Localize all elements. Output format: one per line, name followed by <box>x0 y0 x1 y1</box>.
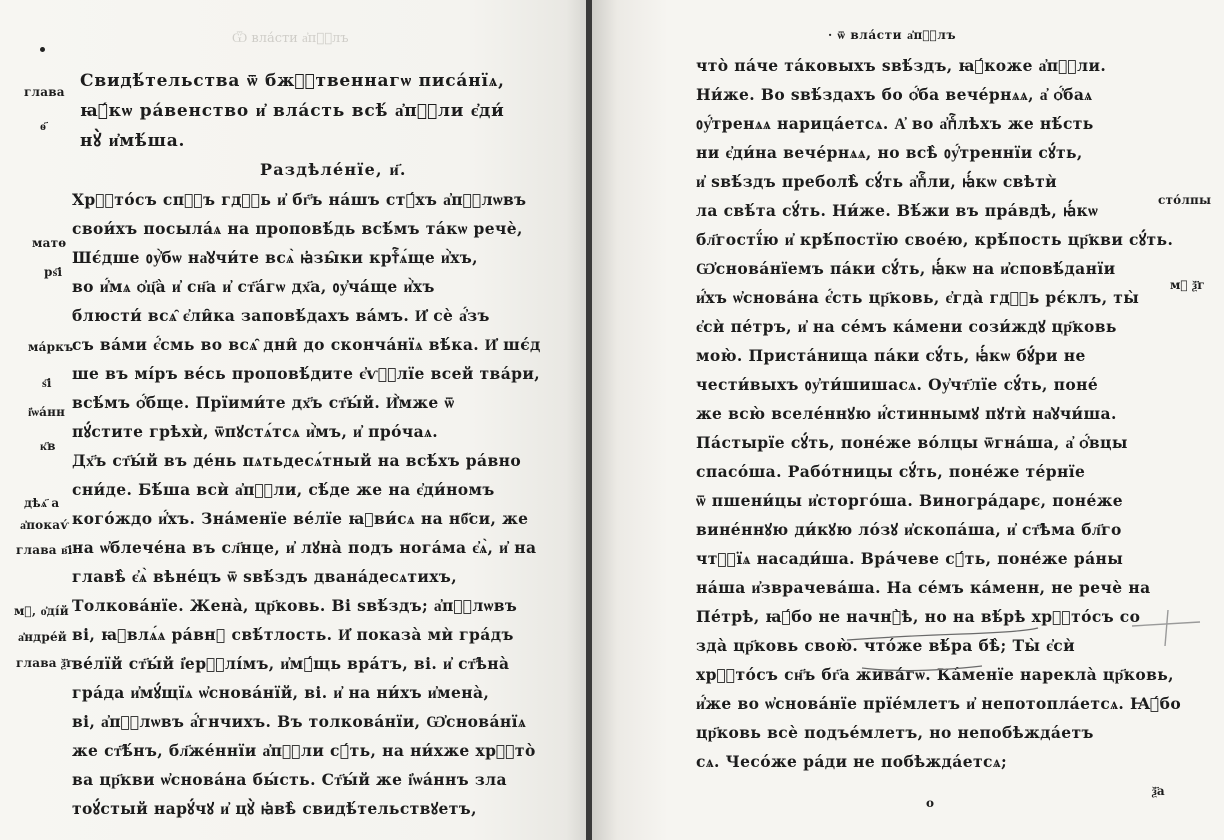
text-line: сѧ. Чесо́же ра́ди не побѣжда́етсѧ; <box>696 752 1008 771</box>
text-line: всѣ́мъ ѻ҆́бще. Прїими́те дх҃ъ ст҃ы́й. И҆̀мже ѿ <box>72 393 455 412</box>
text-line: цр҃ковь всѐ подъе́млетъ, но непобѣжда́етъ <box>696 723 1094 742</box>
text-line: ни є҆ди́на вече́рнѧѧ, но всѣ̀ ᲂу҆́треннїи сꙋ́ть, <box>696 143 1083 162</box>
text-line: Ни́же. Во ѕвѣ́здахъ бо ѻ҆́ба вече́рнѧѧ, а҆ ѻ҆́баѧ <box>696 85 1093 104</box>
text-line: ше въ мі́ръ ве́сь проповѣ́дите є҆ѵⷢ҇лїе всей тва́ри, <box>72 364 541 383</box>
pencil-plus-mark <box>1132 608 1202 648</box>
text-line: Свидѣ́тельства ѿ бжⷭ҇твеннагѡ писа́нїѧ, <box>80 71 505 91</box>
margin-note: глава ѯ҃г <box>16 656 74 670</box>
text-line: вине́ннꙋю ди́кꙋю ло́зꙋ и҆скопа́ша, и҆ ст҃ѣма бл҃го <box>696 520 1122 539</box>
margin-note: рѕ҃і <box>44 265 63 279</box>
text-line: мою̀. Приста́нища па́ки сꙋ́ть, ꙗ҆́кѡ бꙋ́ри не <box>696 346 1086 365</box>
margin-note: матѳ <box>32 236 67 250</box>
text-line: ві, ꙗ҆влѧ́ѧ ра́внꙋ свѣ́тлость. И҆ показа̀ мѝ гра́дъ <box>72 625 514 644</box>
margin-note: ѕ҃і <box>42 376 52 390</box>
margin-note: і҆ѡа́нн <box>28 405 66 419</box>
margin-note: а҆покаѵ́ <box>20 518 70 532</box>
text-line: Дх҃ъ ст҃ы́й въ де́нь пѧтьдесѧ́тный на всѣ́хъ ра́вно <box>72 451 522 470</box>
section-heading: Раздѣле́нїе, и҃. <box>260 160 407 179</box>
text-line: зда̀ цр҃ковь свою̀. что́же вѣ́ра бѣ̀; Ты̀ є҆сѝ <box>696 636 1075 655</box>
margin-note: глава в҃і <box>16 543 73 557</box>
margin-note: а҆ндре́й <box>18 630 67 644</box>
text-line: и҆́хъ ѡ҆снова́на є҆́сть цр҃ковь, є҆гда̀ гдⷭ҇ь рє́клъ, ты̀ <box>696 288 1140 307</box>
text-line: ва цр҃кви ѡ҆снова́на бы́сть. Ст҃ы́й же і҆ѡа́ннъ зла <box>72 770 507 789</box>
text-line: нꙋ̀ и҆мѣ́ша. <box>80 131 186 151</box>
text-line: ве́лїй ст҃ы́й і҆ерⷭ҇лі́мъ, и҆мꙋ́щь вра́тъ, ві. и҆ ст҃ѣна̀ <box>72 654 510 673</box>
ghost-bleed-text: Ѿ вла́сти а҆пⷭ҇лъ <box>232 31 349 46</box>
text-line: ᲂу҆́тренѧѧ нарица́етсѧ. А҆ во а҆пⷭ҇лѣхъ же нѣ́сть <box>696 114 1094 133</box>
text-line: Толкова́нїе. Жена̀, цр҃ковь. Ві ѕвѣ́здъ; а҆пⷭ҇лѡвъ <box>72 596 518 615</box>
margin-note: ѳ҃ <box>40 119 47 133</box>
text-line: пꙋ́стите грѣхѝ, ѿпꙋстѧ́тсѧ и҆̀мъ, и҆ про́чаѧ. <box>72 422 439 441</box>
text-line: чтⷭ҇їѧ насади́ша. Вра́чеве сꙋ́ть, поне́же ра́ны <box>696 549 1124 568</box>
text-line: же всю̀ вселе́ннꙋю и҆́стиннымꙋ пꙋтѝ на҆ꙋчи́ша. <box>696 404 1117 423</box>
text-line: ла свѣ́та сꙋ́ть. Ни́же. Вѣ́жи въ пра́вдѣ, ꙗ҆́кѡ <box>696 201 1099 220</box>
text-line: же ст҃ѣ́нъ, бл҃же́ннїи а҆пⷭ҇ли сꙋ́ть, на ни́хже хрⷭ҇то̀ <box>72 741 536 760</box>
text-line: блюсти́ всѧ̑ є҆ли̑ка заповѣ́дахъ ва́мъ. И҆ сѐ а҆́зъ <box>72 306 490 325</box>
text-line: во и҆́мѧ ѻ҆ц҃а̀ и҆ сн҃а и҆ ст҃а́гѡ дх҃а, ᲂу҆ча́ще и҆̀хъ <box>72 277 435 296</box>
margin-note: дѣѧ҃ а <box>24 496 60 510</box>
text-line: Шє́дше ᲂу҆̀бѡ на҆ꙋчи́те всѧ̀ ꙗ҆зы̑ки кртⷭ҇ѧ́ще и҆̀хъ, <box>72 248 478 267</box>
text-line: на ѡ҆блече́на въ сл҃нце, и҆ лꙋна̀ подъ нога́ма є҆ѧ̀, и҆ на <box>72 538 537 557</box>
text-line: Па́стырїе сꙋ́ть, поне́же во́лцы ѿгна́ша, а҆ ѻ҆́вцы <box>696 433 1128 452</box>
text-line: тоꙋ́стый нарꙋ́чꙋ и҆ цꙋ̀ ꙗ҆вѣ̀ свидѣ́тельствꙋетъ, <box>72 799 477 818</box>
pencil-underline <box>842 610 1042 680</box>
margin-note: ма́ркъ <box>28 340 74 354</box>
text-line: Ѡ҆снова́нїемъ па́ки сꙋ́ть, ꙗ҆́кѡ на и҆сповѣ́данїи <box>696 259 1116 278</box>
page-number: ѯ҃а <box>1152 784 1165 798</box>
text-line: гра́да и҆мꙋ́щїѧ ѡ҆снова́нїй, ві. и҆ на ни́хъ и҆мена̀, <box>72 683 490 702</box>
text-line: главѣ̀ є҆ѧ̀ вѣне́цъ ѿ ѕвѣ́здъ двана́десѧтихъ, <box>72 567 458 586</box>
text-line: ві, а҆пⷭ҇лѡвъ а҆́гнчихъ. Въ толкова́нїи, Ѡ҆снова́нїѧ <box>72 712 527 731</box>
text-line: чести́выхъ ᲂу҆ти́шишасѧ. Оу҆чт҃лїе сꙋ́ть, поне́ <box>696 375 1099 394</box>
left-page <box>0 0 590 840</box>
text-line: что̀ па́че та́ковыхъ ѕвѣ́здъ, ꙗ҆́коже а҆пⷭ҇ли. <box>696 56 1107 75</box>
text-line: и҆́же во ѡ҆снова́нїе прїе́млетъ и҆ непотопла́етсѧ. Ꙗ҆́бо <box>696 694 1182 713</box>
text-line: ꙗ҆́кѡ ра́венство и҆ вла́сть всѣ́ а҆пⷭ҇ли є҆ди́ <box>80 101 505 121</box>
text-line: спасо́ша. Рабо́тницы сꙋ́ть, поне́же те́рнїе <box>696 462 1086 481</box>
text-line: Пе́трѣ, ꙗ҆́бо не начнꙋ̀ѣ, но на вѣ́рѣ хрⷭ҇то́съ со <box>696 607 1141 626</box>
text-line: кого́ждо и҆́хъ. Зна́менїе ве́лїе ꙗ҆ви́сѧ на нб҃си, же <box>72 509 529 528</box>
text-line: и҆ ѕвѣ́здъ преболѣ̀ сꙋ́ть а҆пⷭ҇ли, ꙗ҆́кѡ свѣтѝ <box>696 172 1058 191</box>
margin-note: к҃в <box>40 439 56 453</box>
running-head: · ѿ вла́сти а҆пⷭ҇лъ <box>828 28 957 42</box>
ink-dot <box>40 47 45 52</box>
text-line: бл҃гостї́ю и҆ крѣ́постїю свое́ю, крѣ́пость цр҃кви сꙋ́ть. <box>696 230 1174 249</box>
margin-note: мⷴ ѯ҃г <box>1170 278 1205 292</box>
text-line: свои́хъ посыла́ѧ на проповѣ́дь всѣ́мъ та́кѡ речѐ, <box>72 219 523 238</box>
margin-note: сто́лпы <box>1158 193 1212 207</box>
text-line: сни́де. Бѣ́ша всѝ а҆пⷭ҇ли, сѣ́де же на є҆ди́номъ <box>72 480 495 499</box>
text-line: Хрⷭ҇то́съ спⷭ҇ъ гдⷭ҇ь и҆ бг҃ъ на́шъ стꙋ́хъ а҆пⷭ҇лѡвъ <box>72 190 527 209</box>
text-line: на́ша и҆зврачева́ша. На се́мъ ка́менн, не речѐ на <box>696 578 1151 597</box>
text-line: ѿ пшени́цы и҆сторго́ша. Виногра́дарє, поне́же <box>696 491 1124 510</box>
text-line: съ ва́ми є҆́смь во всѧ̑ дни̑ до сконча́нїѧ вѣ́ка. И҆ шє́д <box>72 335 541 354</box>
text-line: хрⷭ҇то́съ сн҃ъ бг҃а жива́гѡ. Ка́менїе нарекла̀ цр҃ковь, <box>696 665 1174 684</box>
margin-note: глава <box>24 85 65 99</box>
page-center-mark: о <box>926 796 935 810</box>
right-page <box>592 0 1224 840</box>
text-line: є҆сѝ пе́тръ, и҆ на се́мъ ка́мени сози́ждꙋ цр҃ковь <box>696 317 1117 336</box>
margin-note: мⷣ, о҆ді́й <box>14 604 69 618</box>
